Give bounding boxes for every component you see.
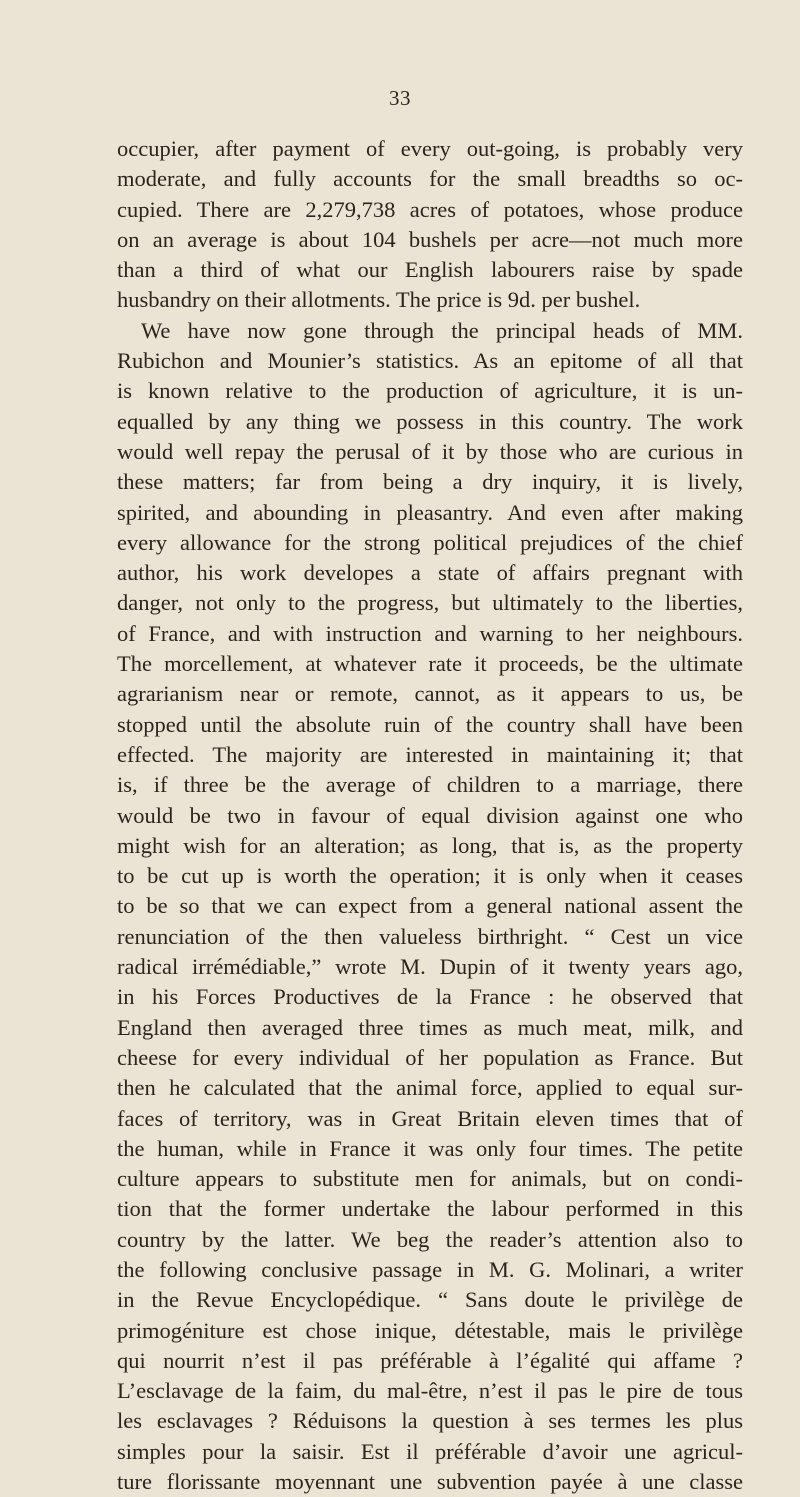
text-line: to be so that we can expect from a general national assent the [117, 893, 743, 919]
text-line: simples pour la saisir. Est il préférable d’avoir une agricul- [117, 1438, 743, 1464]
text-line: ture florissante moyennant une subvention payée à une classe [117, 1469, 743, 1495]
text-line: might wish for an alteration; as long, that is, as the property [117, 832, 743, 858]
text-line: renunciation of the then valueless birthright. “ Cest un vice [117, 923, 743, 949]
text-line: culture appears to substitute men for animals, but on condi- [117, 1166, 743, 1192]
text-line: tion that the former undertake the labour performed in this [117, 1196, 743, 1222]
text-line: stopped until the absolute ruin of the country shall have been [117, 711, 743, 737]
text-line: author, his work developes a state of affairs pregnant with [117, 560, 743, 586]
text-line: equalled by any thing we possess in this country. The work [117, 408, 743, 434]
text-line: primogéniture est chose inique, détestable, mais le privilège [117, 1317, 743, 1343]
page-number: 33 [389, 86, 411, 110]
text-line: the following conclusive passage in M. G. Molinari, a writer [117, 1256, 743, 1282]
text-line: would be two in favour of equal division against one who [117, 802, 743, 828]
text-line: in his Forces Productives de la France : he observed that [117, 984, 743, 1010]
text-line: to be cut up is worth the operation; it is only when it ceases [117, 863, 743, 889]
text-line: these matters; far from being a dry inquiry, it is lively, [117, 469, 743, 495]
text-line: faces of territory, was in Great Britain eleven times that of [117, 1105, 743, 1131]
text-line: England then averaged three times as much meat, milk, and [117, 1014, 743, 1040]
text-line: country by the latter. We beg the reader’s attention also to [117, 1226, 743, 1252]
text-line: agrarianism near or remote, cannot, as it appears to us, be [117, 681, 743, 707]
text-line: then he calculated that the animal force, applied to equal sur- [117, 1075, 743, 1101]
text-line: qui nourrit n’est il pas préférable à l’égalité qui affame ? [117, 1347, 743, 1373]
text-line: the human, while in France it was only four times. The petite [117, 1135, 743, 1161]
text-line: husbandry on their allotments. The price is 9d. per bushel. [117, 287, 641, 313]
text-line: moderate, and fully accounts for the small breadths so oc- [117, 166, 743, 192]
text-line: effected. The majority are interested in maintaining it; that [117, 741, 743, 767]
text-line: We have now gone through the principal heads of MM. [141, 317, 743, 343]
text-line: Rubichon and Mounier’s statistics. As an epitome of all that [117, 348, 743, 374]
text-line: cupied. There are 2,279,738 acres of potatoes, whose produce [117, 196, 743, 222]
text-line: cheese for every individual of her population as France. But [117, 1044, 743, 1070]
text-line: radical irrémédiable,” wrote M. Dupin of it twenty years ago, [117, 954, 743, 980]
text-line: les esclavages ? Réduisons la question à ses termes les plus [117, 1408, 743, 1434]
text-line: danger, not only to the progress, but ultimately to the liberties, [117, 590, 743, 616]
text-line: spirited, and abounding in pleasantry. And even after making [117, 499, 743, 525]
text-line: The morcellement, at whatever rate it proceeds, be the ultimate [117, 651, 743, 677]
text-line: occupier, after payment of every out-going, is probably very [117, 136, 743, 161]
text-line: would well repay the perusal of it by those who are curious in [117, 438, 743, 464]
text-line: than a third of what our English labourers raise by spade [117, 257, 743, 283]
text-line: is known relative to the production of agriculture, it is un- [117, 378, 743, 404]
text-line: of France, and with instruction and warning to her neighbours. [117, 620, 743, 646]
text-line: is, if three be the average of children to a marriage, there [117, 772, 743, 798]
body-text [117, 134, 743, 1497]
text-line: every allowance for the strong political prejudices of the chief [117, 529, 743, 555]
text-line: L’esclavage de la faim, du mal-être, n’est il pas le pire de tous [117, 1378, 743, 1404]
text-line: on an average is about 104 bushels per acre—not much more [117, 226, 743, 252]
text-line: in the Revue Encyclopédique. “ Sans doute le privilège de [117, 1287, 743, 1313]
